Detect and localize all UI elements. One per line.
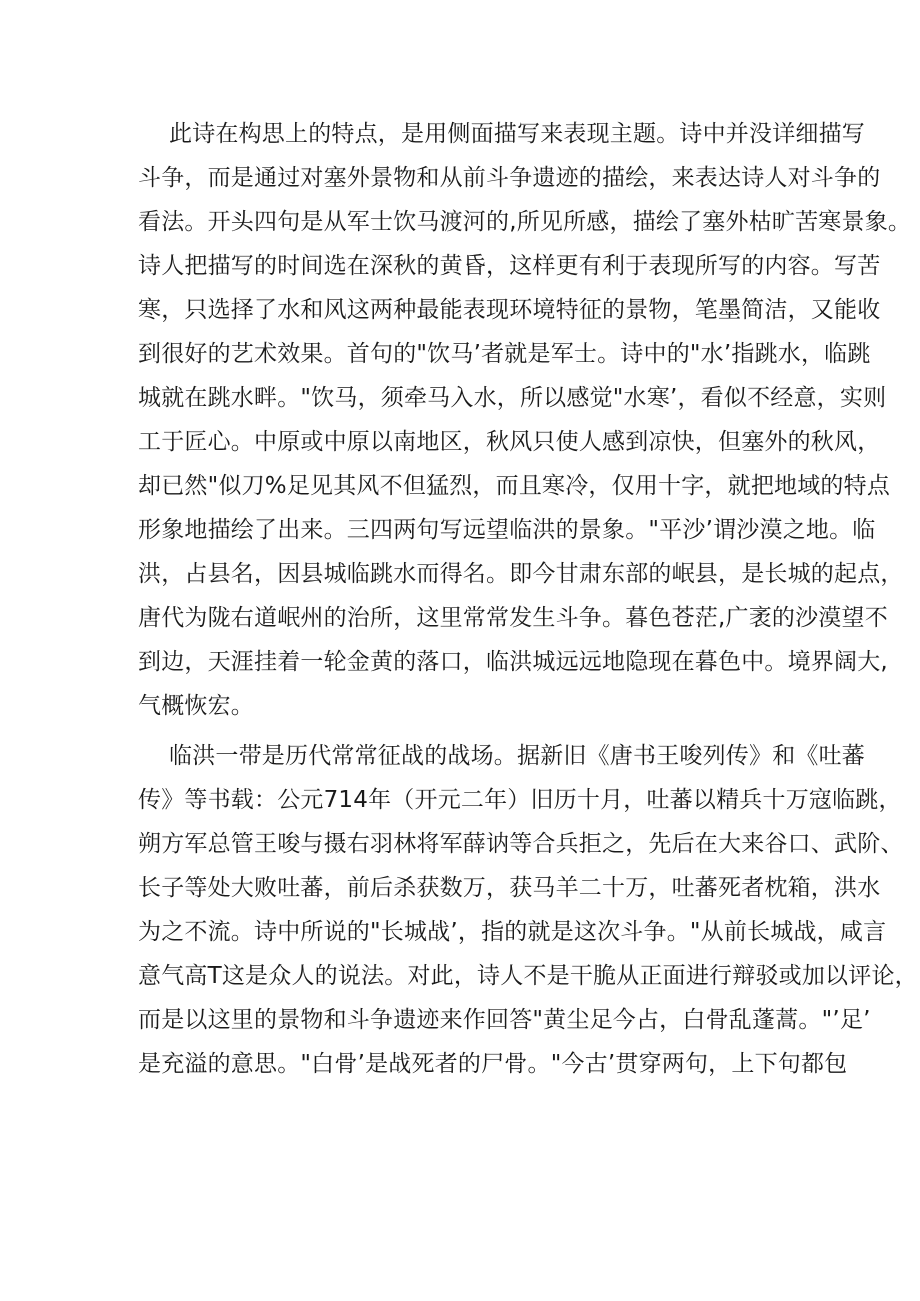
paragraph-line: 诗人把描写的时间选在深秋的黄昏，这样更有利于表现所写的内容。写苦 — [138, 253, 881, 279]
paragraph-line: 斗争，而是通过对塞外景物和从前斗争遗迹的描绘，来表达诗人对斗争的 — [138, 165, 881, 191]
paragraph-line: 长子等处大败吐蕃，前后杀获数万，获马羊二十万，吐蕃死者枕箱，洪水 — [138, 875, 881, 901]
paragraph-line: 临洪一带是历代常常征战的战场。据新旧《唐书王唆列传》和《吐蕃 — [169, 743, 865, 769]
paragraph-1 — [138, 112, 912, 728]
paragraph-line: 唐代为陇右道岷州的治所，这里常常发生斗争。暮色苍茫,广袤的沙漠望不 — [138, 605, 888, 631]
paragraph-line: 看法。开头四句是从军士饮马渡河的,所见所感，描绘了塞外枯旷苦寒景象。 — [138, 209, 912, 235]
document-body — [138, 112, 918, 1086]
paragraph-line: 到边，天涯挂着一轮金黄的落口，临洪城远远地隐现在暮色中。境界阔大, — [138, 649, 888, 675]
paragraph-line: 到很好的艺术效果。首句的"饮马’者就是军士。诗中的"水’指跳水，临跳 — [138, 341, 871, 367]
paragraph-line: 意气高T这是众人的说法。对此，诗人不是干脆从正面进行辩驳或加以评论， — [138, 963, 918, 989]
paragraph-line: 朔方军总管王唆与摄右羽林将军薛讷等合兵拒之，先后在大来谷口、武阶、 — [138, 831, 904, 857]
paragraph-line: 寒，只选择了水和风这两种最能表现环境特征的景物，笔墨简洁，又能收 — [138, 297, 881, 323]
paragraph-line: 形象地描绘了出来。三四两句写远望临洪的景象。"平沙’谓沙漠之地。临 — [138, 517, 876, 543]
paragraph-line: 气概恢宏。 — [138, 693, 254, 719]
paragraph-line: 城就在跳水畔。"饮马，须牵马入水，所以感觉"水寒’，看似不经意，实则 — [138, 385, 887, 411]
paragraph-line: 传》等书载：公元714年（开元二年）旧历十月，吐蕃以精兵十万寇临跳， — [138, 787, 902, 813]
paragraph-line: 却已然"似刀%足见其风不但猛烈，而且寒冷，仅用十字，就把地域的特点 — [138, 473, 891, 499]
paragraph-line: 工于匠心。中原或中原以南地区，秋风只使人感到凉快，但塞外的秋风， — [138, 429, 881, 455]
paragraph-line: 而是以这里的景物和斗争遗迹来作回答"黄尘足今占，白骨乱蓬蒿。"’足’ — [138, 1007, 871, 1033]
paragraph-line: 此诗在构思上的特点，是用侧面描写来表现主题。诗中并没详细描写 — [169, 121, 865, 147]
paragraph-line: 洪，占县名，因县城临跳水而得名。即今甘肃东部的岷县，是长城的起点， — [138, 561, 904, 587]
paragraph-line: 为之不流。诗中所说的"长城战’，指的就是这次斗争。"从前长城战，咸言 — [138, 919, 887, 945]
paragraph-2 — [138, 734, 918, 1086]
paragraph-line: 是充溢的意思。"白骨’是战死者的尸骨。"今古’贯穿两句，上下句都包 — [138, 1051, 848, 1077]
